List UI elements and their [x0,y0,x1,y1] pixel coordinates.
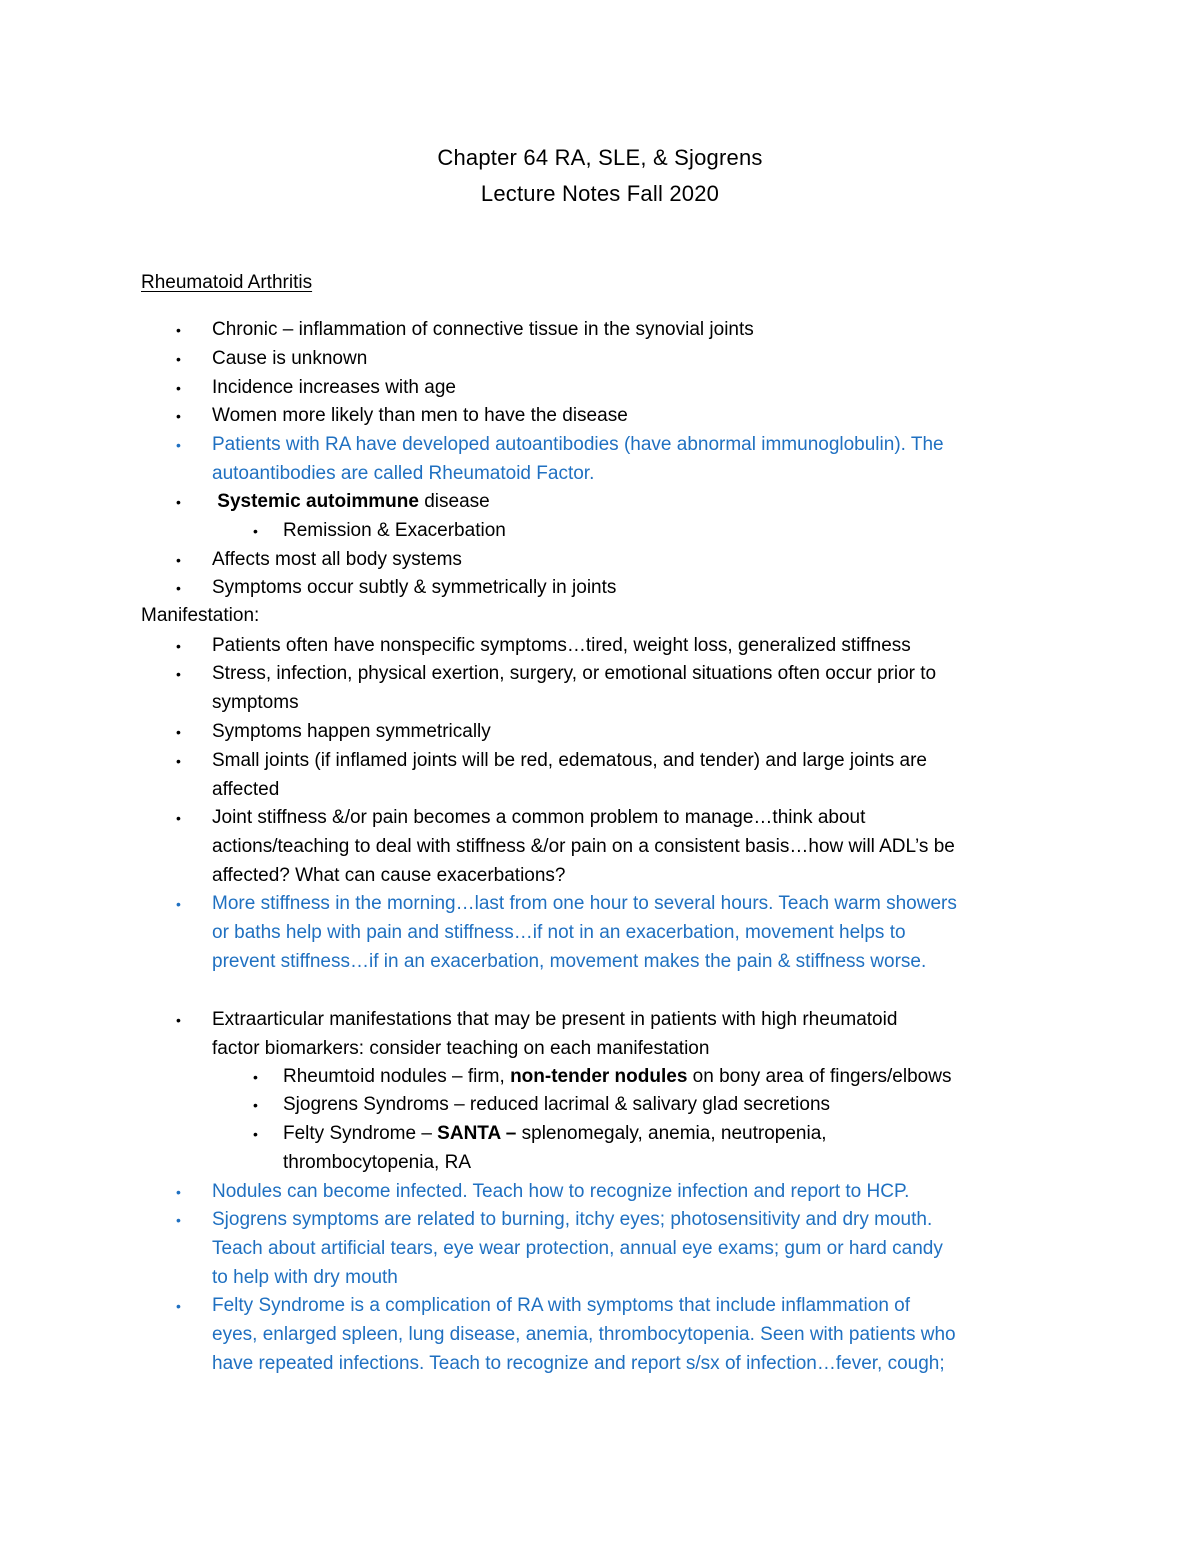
sub-list-item [253,1091,831,1120]
list-item [176,374,456,403]
bold-term: Systemic autoimmune [217,491,419,512]
list-item-text: have repeated infections. Teach to recognize and report s/sx of infection…fever, cough; [212,1352,945,1374]
bullet-icon: • [176,322,181,338]
list-item-text: Affects most all body systems [212,549,462,570]
list-item-text: to help with dry mouth [212,1266,398,1288]
bullet-icon: • [253,523,258,539]
list-item-text: Rheumtoid nodules – firm, non-tender nodules on bony area of fingers/elbows [283,1066,952,1087]
bullet-icon: • [176,896,181,912]
bullet-icon: • [176,753,181,769]
list-item-text: Remission & Exacerbation [283,520,506,541]
list-item [176,660,937,718]
list-item-text: prevent stiffness…if in an exacerbation, movement makes the pain & stiffness worse. [212,950,927,972]
list-item-note [176,1178,910,1207]
list-item-text: Incidence increases with age [212,377,456,398]
bullet-icon: • [176,494,181,510]
document-subtitle: Lecture Notes Fall 2020 [480,181,720,206]
list-item-text: or baths help with pain and stiffness…if not in an exacerbation, movement helps to [212,921,906,943]
list-item-text: Felty Syndrome – SANTA – splenomegaly, anemia, neutropenia, [283,1123,827,1144]
list-item-text: Extraarticular manifestations that may be present in patients with high rheumatoid [212,1009,898,1030]
list-item-note [176,890,957,976]
list-item-text: Sjogrens symptoms are related to burning, itchy eyes; photosensitivity and dry mouth. [212,1209,933,1230]
list-item-text: factor biomarkers: consider teaching on each manifestation [212,1037,710,1059]
list-item-text: More stiffness in the morning…last from one hour to several hours. Teach warm showers [212,893,957,914]
bullet-icon: • [253,1126,258,1142]
bullet-icon: • [176,1212,181,1228]
sub-list-item [253,1063,952,1092]
list-item [176,546,462,575]
list-item-text: Symptoms occur subtly & symmetrically in joints [212,577,617,598]
list-item [176,316,754,345]
list-item-note [176,431,944,489]
bold-term: SANTA – [437,1123,517,1144]
list-item [176,345,368,374]
list-item-text: Cause is unknown [212,348,368,369]
list-item-note [176,1292,956,1378]
list-item [176,574,617,603]
list-item-text: affected [212,778,280,800]
list-item-text: Symptoms happen symmetrically [212,721,491,742]
list-item [176,804,955,890]
bold-term: non-tender nodules [510,1066,688,1087]
list-item [176,402,628,431]
sub-list-item [253,517,506,546]
list-item-text: Chronic – inflammation of connective tissue in the synovial joints [212,319,754,340]
list-item-text: Nodules can become infected. Teach how to recognize infection and report to HCP. [212,1181,910,1202]
list-item-text: Felty Syndrome is a complication of RA with symptoms that include inflammation of [212,1295,911,1316]
bullet-icon: • [176,1298,181,1314]
bullet-icon: • [176,1184,181,1200]
bullet-icon: • [176,380,181,396]
list-item-note [176,1206,943,1292]
list-item-text: Patients often have nonspecific symptoms…tired, weight loss, generalized stiffness [212,635,911,656]
list-item-text: actions/teaching to deal with stiffness &/or pain on a consistent basis…how will ADL’s be [212,835,955,857]
bullet-icon: • [176,666,181,682]
list-item-text: autoantibodies are called Rheumatoid Factor. [212,462,595,484]
list-item-text: Sjogrens Syndroms – reduced lacrimal & salivary glad secretions [283,1094,831,1115]
list-item [176,1006,898,1064]
list-item-text: thrombocytopenia, RA [283,1151,471,1173]
sub-list-item [253,1120,827,1178]
bullet-icon: • [176,351,181,367]
list-item [176,747,927,805]
bullet-icon: • [176,408,181,424]
bullet-icon: • [176,437,181,453]
bullet-icon: • [176,580,181,596]
list-item-text: Systemic autoimmune disease [217,491,490,512]
bullet-icon: • [176,1012,181,1028]
bullet-icon: • [253,1097,258,1113]
list-item [176,632,911,661]
bullet-icon: • [176,810,181,826]
manifestation-label: Manifestation: [141,605,260,626]
bullet-icon: • [176,638,181,654]
list-item-text: symptoms [212,691,299,713]
list-item-text: Women more likely than men to have the disease [212,405,628,426]
list-item-text: affected? What can cause exacerbations? [212,864,566,886]
document-title: Chapter 64 RA, SLE, & Sjogrens [437,145,763,170]
list-item-text: Joint stiffness &/or pain becomes a common problem to manage…think about [212,807,866,828]
list-item [176,718,491,747]
bullet-icon: • [176,724,181,740]
list-item-text: eyes, enlarged spleen, lung disease, anemia, thrombocytopenia. Seen with patients who [212,1323,956,1345]
list-item [176,488,490,517]
list-item-text: Small joints (if inflamed joints will be red, edematous, and tender) and large joints are [212,750,927,771]
list-item-text: Patients with RA have developed autoantibodies (have abnormal immunoglobulin). The [212,434,944,455]
section-heading-rheumatoid-arthritis: Rheumatoid Arthritis [141,272,313,293]
bullet-icon: • [176,552,181,568]
list-item-text: Stress, infection, physical exertion, surgery, or emotional situations often occur prior to [212,663,937,684]
list-item-text: Teach about artificial tears, eye wear protection, annual eye exams; gum or hard candy [212,1237,943,1259]
bullet-icon: • [253,1069,258,1085]
